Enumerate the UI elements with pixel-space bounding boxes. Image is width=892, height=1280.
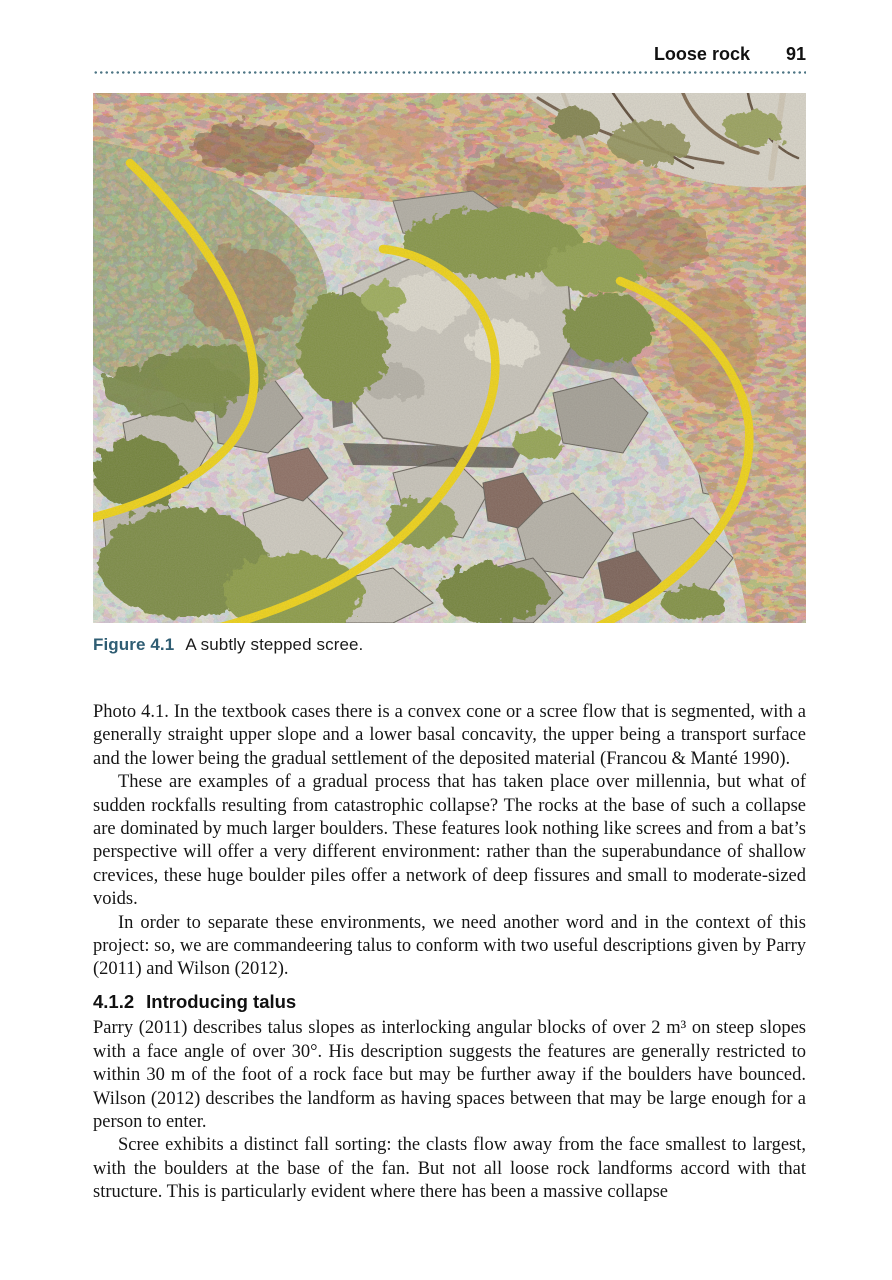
header-dotted-rule [93,71,806,74]
paragraph-4: Parry (2011) describes talus slopes as interlocking angular blocks of over 2 m³ on steep slopes with a face angle of over 30°. His description suggests the features are generally restricted to within 30 m of the foot of a rock face but may be further away if the boulders have bounced. Wilson (2012) describes the landform as having spaces between that may be large enough for a person to enter. [93,1018,806,1132]
paragraph-3: In order to separate these environments, we need another word and in the context of this project: so, we are commandeering talus to conform with two useful descriptions given by Parry (2011) and Wilson (2012). [93,912,806,980]
running-head-row [93,44,806,65]
paragraph-1: Photo 4.1. In the textbook cases there is a convex cone or a scree flow that is segmented, with a generally straight upper slope and a lower basal concavity, the upper being a transport surface and the lower being the gradual settlement of the deposited material (Francou & Manté 1990). [93,702,806,769]
section-number: 4.1.2 [93,990,135,1012]
paragraph-2: These are examples of a gradual process that has taken place over millennia, but what of sudden rockfalls resulting from catastrophic collapse? The rocks at the base of such a collapse are dominated by much larger boulders. These features look nothing like screes and from a bat’s perspective will offer a very different environment: rather than the superabundance of shallow crevices, these huge boulder piles offer a network of deep fissures and small to moderate-sized voids. [93,772,806,910]
scree-photo [93,93,806,623]
section-heading [93,990,806,1013]
running-head-title: Loose rock [653,44,750,64]
figure-caption [93,635,806,655]
grain-overlay-light [93,93,806,623]
section-title: Introducing talus [146,990,297,1012]
figure-4-1 [93,93,806,655]
page-number: 91 [785,44,806,64]
paragraph-5: Scree exhibits a distinct fall sorting: the clasts flow away from the face smallest to largest, with the boulders at the base of the fan. But not all loose rock landforms accord with that structure. This is particularly evident where there has been a massive collapse [93,1135,806,1203]
figure-caption-text: A subtly stepped scree. [185,635,364,654]
figure-label: Figure 4.1 [93,635,175,654]
page-header [93,44,806,74]
scree-photo-illustration [93,93,806,623]
body-text [93,701,806,1205]
